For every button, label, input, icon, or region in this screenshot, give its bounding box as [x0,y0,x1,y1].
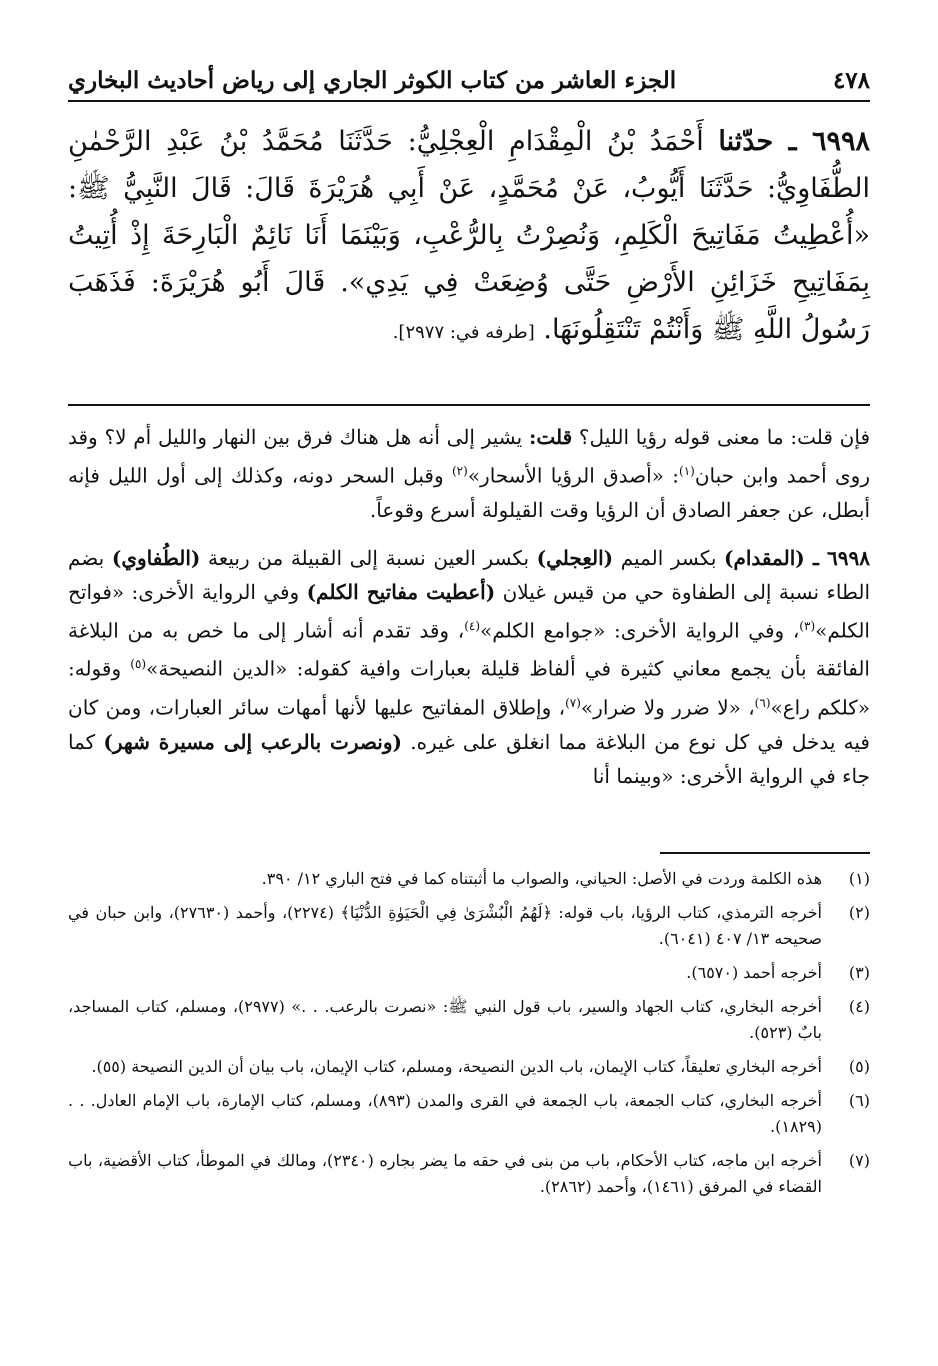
commentary-paragraph-2: ٦٩٩٨ ـ (المقدام) بكسر الميم (العِجلي) بكسر العين نسبة إلى القبيلة من ربيعة (الطُفاوي) بضم الطاء نسبة إلى الطفاوة حي من قيس غيلان (أعطيت مفاتيح الكلم) وفي الرواية الأخرى: «فواتح الكلم»$^{(٣)}$، وفي الرواية الأخرى: «جوامع الكلم»$^{(٤)}$، وقد تقدم أنه أشار إلى ما خص به من البلاغة الفائقة بأن يجمع معاني كثيرة في ألفاظ قليلة بعبارات وافية كقوله: «الدين النصيحة»$^{(٥)}$ وقوله: «كلكم راع»$^{(٦)}$، «لا ضرر ولا ضرار»$^{(٧)}$، وإطلاق المفاتيح عليها لأنها أمهات سائر العبارات، ومن كان فيه يدخل في كل نوع من البلاغة مما انغلق على غيره. (ونصرت بالرعب إلى مسيرة شهر) كما جاء في الرواية الأخرى: «وبينما أنا [68,545,870,788]
commentary-hadith-head: ٦٩٩٨ ـ (المقدام) [724,545,870,570]
footnote [68,900,870,952]
running-header [68,60,870,100]
section-divider [68,404,870,406]
hadith-number: ٦٩٩٨ ـ حدّثنا [718,126,870,157]
footnote-text: أخرجه أحمد (٦٥٧٠). [686,963,822,982]
footnote-text: أخرجه البخاري، كتاب الجهاد والسير، باب قول النبي ﷺ: «نصرت بالرعب. . .» (٢٩٧٧)، ومسلم، كتاب المساجد، بابٌ (٥٢٣). [68,997,822,1042]
commentary [68,420,870,793]
hadith-body: أَحْمَدُ بْنُ الْمِقْدَامِ الْعِجْلِيُّ: حَدَّثَنَا مُحَمَّدُ بْنُ عَبْدِ الرَّحْمٰنِ الطُّفَاوِيُّ: حَدَّثَنَا أَيُّوبُ، عَنْ مُحَمَّدٍ، عَنْ أَبِي هُرَيْرَةَ قَالَ: قَالَ النَّبِيُّ ﷺ: «أُعْطِيتُ مَفَاتِيحَ الْكَلِمِ، وَنُصِرْتُ بِالرُّعْبِ، وَبَيْنَمَا أَنَا نَائِمٌ الْبَارِحَةَ إِذْ أُتِيتُ بِمَفَاتِيحِ خَزَائِنِ الأَرْضِ حَتَّى وُضِعَتْ فِي يَدِي». قَالَ أَبُو هُرَيْرَةَ: فَذَهَبَ رَسُولُ اللَّهِ ﷺ وَأَنْتُمْ تَنْتَقِلُونَهَا. [68,126,870,345]
footnote [68,866,870,892]
footnote-number: (٢) [848,903,870,922]
footnote-number: (٤) [848,997,870,1016]
footnote-number: (٥) [848,1057,870,1076]
hadith-tarf: [طرفه في: ٢٩٧٧]. [392,322,535,343]
footnote-text: أخرجه البخاري تعليقاً، كتاب الإيمان، باب الدين النصيحة، ومسلم، كتاب الإيمان، باب بيان أن الدين النصيحة (٥٥). [91,1057,822,1076]
footnote-ref: (١) [679,464,695,478]
footnote-number: (١) [848,869,870,888]
footnote-number: (٦) [848,1091,870,1110]
footnote-ref: (٤) [464,618,481,633]
footnote-ref: (٢) [451,464,468,478]
footnote [68,960,870,986]
footnote-ref: (٧) [565,695,581,710]
hadith-text [68,118,870,356]
footnote [68,994,870,1046]
footnote [68,1088,870,1140]
footnote-ref: (٥) [130,657,147,672]
footnotes [68,866,870,1208]
header-divider [68,100,870,102]
footnote-divider [660,852,870,854]
footnote-ref: (٦) [754,695,771,710]
page-number: ٤٧٨ [832,66,870,94]
footnote [68,1054,870,1080]
footnote-number: (٣) [848,963,870,982]
footnote-text: هذه الكلمة وردت في الأصل: الحياني، والصواب ما أثبتناه كما في فتح الباري ١٢/ ٣٩٠. [261,869,822,888]
footnote-number: (٧) [848,1151,870,1170]
qult-label: قلت: [528,425,573,449]
footnote-text: أخرجه البخاري، كتاب الجمعة، باب الجمعة في القرى والمدن (٨٩٣)، ومسلم، كتاب الإمارة، باب الإمام العادل. . . (١٨٢٩). [68,1091,822,1136]
header-title: الجزء العاشر من كتاب الكوثر الجاري إلى رياض أحاديث البخاري [68,66,677,94]
footnote-text: أخرجه ابن ماجه، كتاب الأحكام، باب من بنى في حقه ما يضر بجاره (٢٣٤٠)، ومالك في الموطأ، كتاب الأقضية، باب القضاء في المرفق (١٤٦١)، وأحمد (٢٨٦٢). [68,1151,822,1196]
footnote-ref: (٣) [799,618,816,633]
footnote-text: أخرجه الترمذي، كتاب الرؤيا، باب قوله: ﴿لَهُمُ الْبُشْرَىٰ فِي الْحَيَوٰةِ الدُّنْيَا﴾ (٢٢٧٤)، وأحمد (٢٧٦٣٠)، وابن حبان في صحيحه ١٣/ ٤٠٧ (٦٠٤١). [68,903,823,948]
commentary-paragraph-1: فإن قلت: ما معنى قوله رؤيا الليل؟ قلت: يشير إلى أنه هل هناك فرق بين النهار والليل أم لا؟ وقد روى أحمد وابن حبان$^{(١)}$: «أصدق الرؤيا الأسحار»$^{(٢)}$ وقبل السحر دونه، وكذلك إلى أول الليل فإنه أبطل، عن جعفر الصادق أن الرؤيا وقت القيلولة أسرع وقوعاً. [68,425,870,522]
footnote [68,1148,870,1200]
